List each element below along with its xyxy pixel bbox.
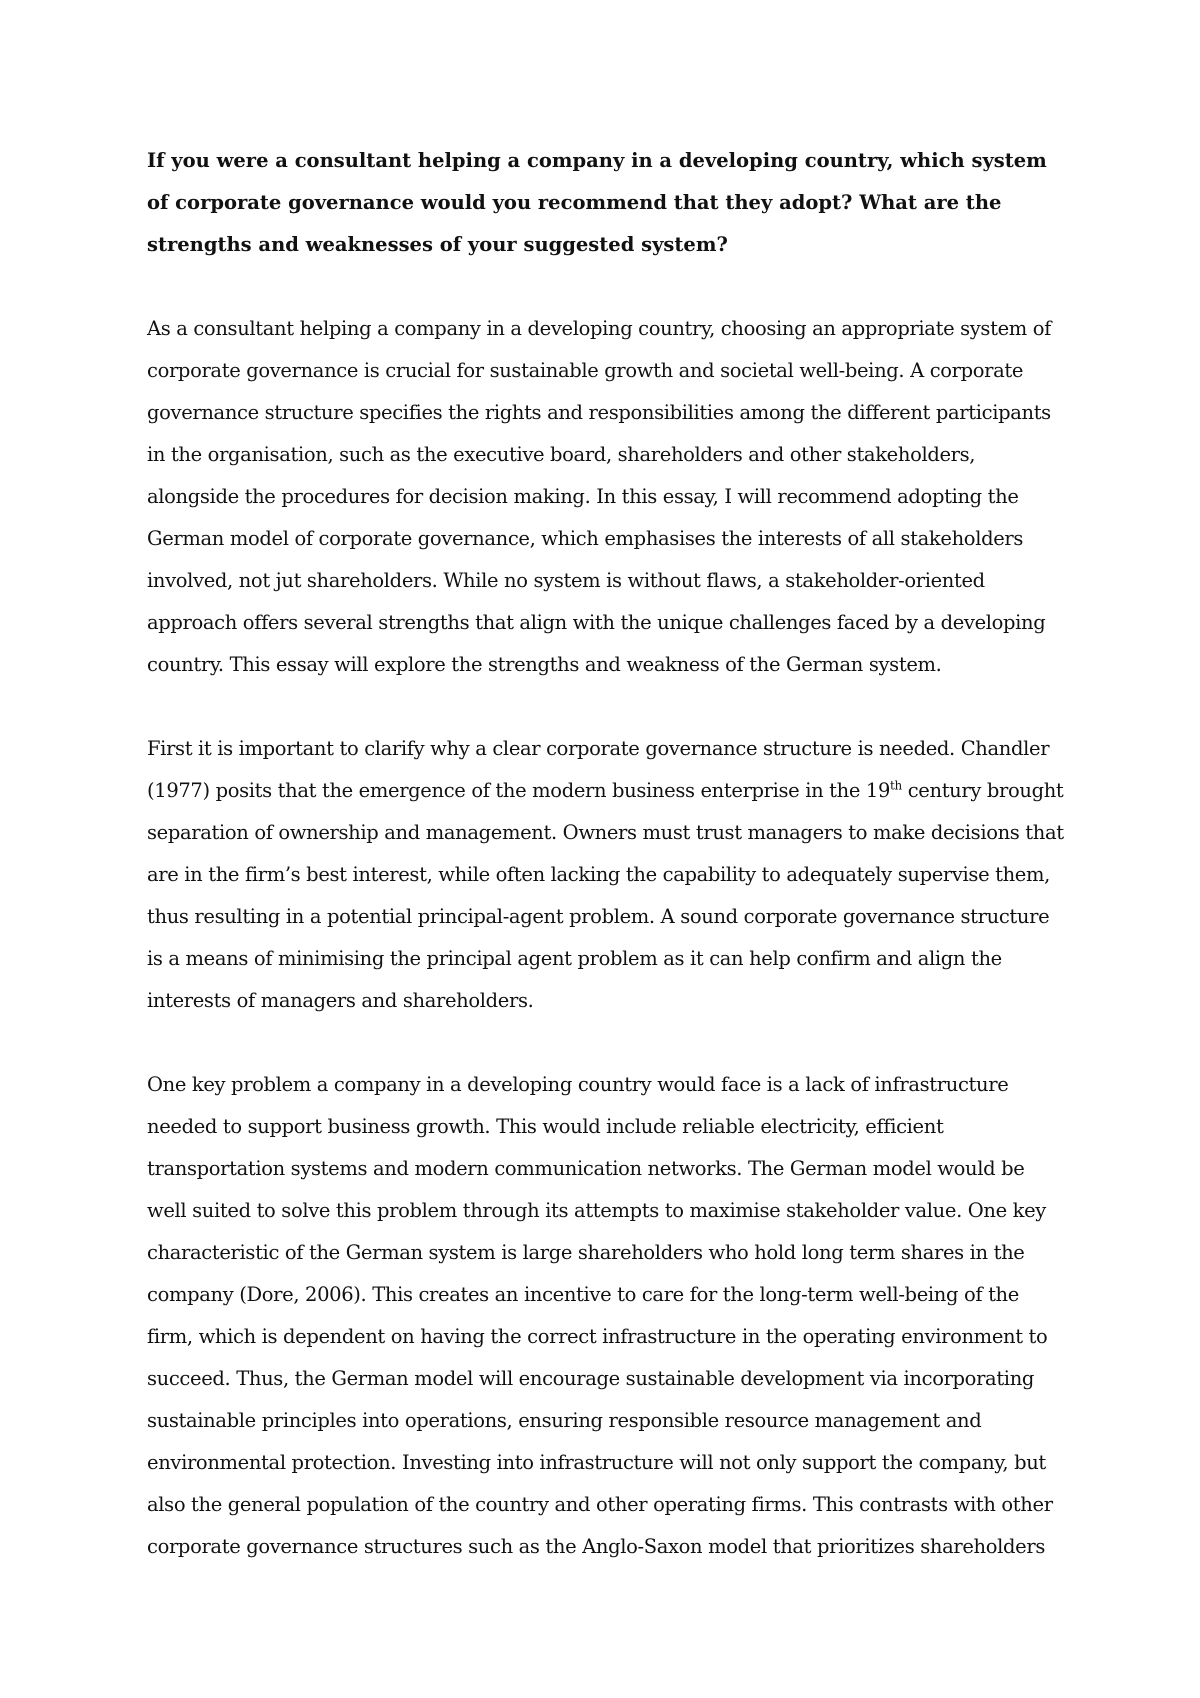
document-page [147, 140, 1067, 1568]
paragraph-infrastructure: One key problem a company in a developing country would face is a lack of infrastructure needed to support business growth. This would include reliable electricity, efficient transportation systems and modern communication networks. The German model would be well suited to solve this problem through its attempts to maximise stakeholder value. One key characteristic of the German system is large shareholders who hold long term shares in the company (Dore, 2006). This creates an incentive to care for the long-term well-being of the firm, which is dependent on having the correct infrastructure in the operating environment to succeed. Thus, the German model will encourage sustainable development via incorporating sustainable principles into operations, ensuring responsible resource management and environmental protection. Investing into infrastructure will not only support the company, but also the general population of the country and other operating firms. This contrasts with other corporate governance structures such as the Anglo-Saxon model that prioritizes shareholders [147, 1073, 1053, 1558]
paragraph-text: First it is important to clarify why a clear corporate governance structure is needed. Chandler (1977) posits that the emergence of the modern business enterprise in the 19 [147, 737, 1050, 802]
paragraph-text: century brought separation of ownership and management. Owners must trust managers to make decisions that are in the firm’s best interest, while often lacking the capability to adequately supervise them, thus resulting in a potential principal-agent problem. A sound corporate governance structure is a means of minimising the principal agent problem as it can help confirm and align the interests of managers and shareholders. [147, 779, 1064, 1012]
paragraph-governance-need [147, 728, 1067, 1022]
paragraph-introduction: As a consultant helping a company in a developing country, choosing an appropriate system of corporate governance is crucial for sustainable growth and societal well-being. A corporate governance structure specifies the rights and responsibilities among the different participants in the organisation, such as the executive board, shareholders and other stakeholders, alongside the procedures for decision making. In this essay, I will recommend adopting the German model of corporate governance, which emphasises the interests of all stakeholders involved, not jut shareholders. While no system is without flaws, a stakeholder-oriented approach offers several strengths that align with the unique challenges faced by a developing country. This essay will explore the strengths and weakness of the German system. [147, 317, 1052, 676]
essay-question: If you were a consultant helping a company in a developing country, which system of corporate governance would you recommend that they adopt? What are the strengths and weaknesses of your suggested system? [147, 149, 1047, 256]
ordinal-superscript: th [890, 778, 902, 793]
